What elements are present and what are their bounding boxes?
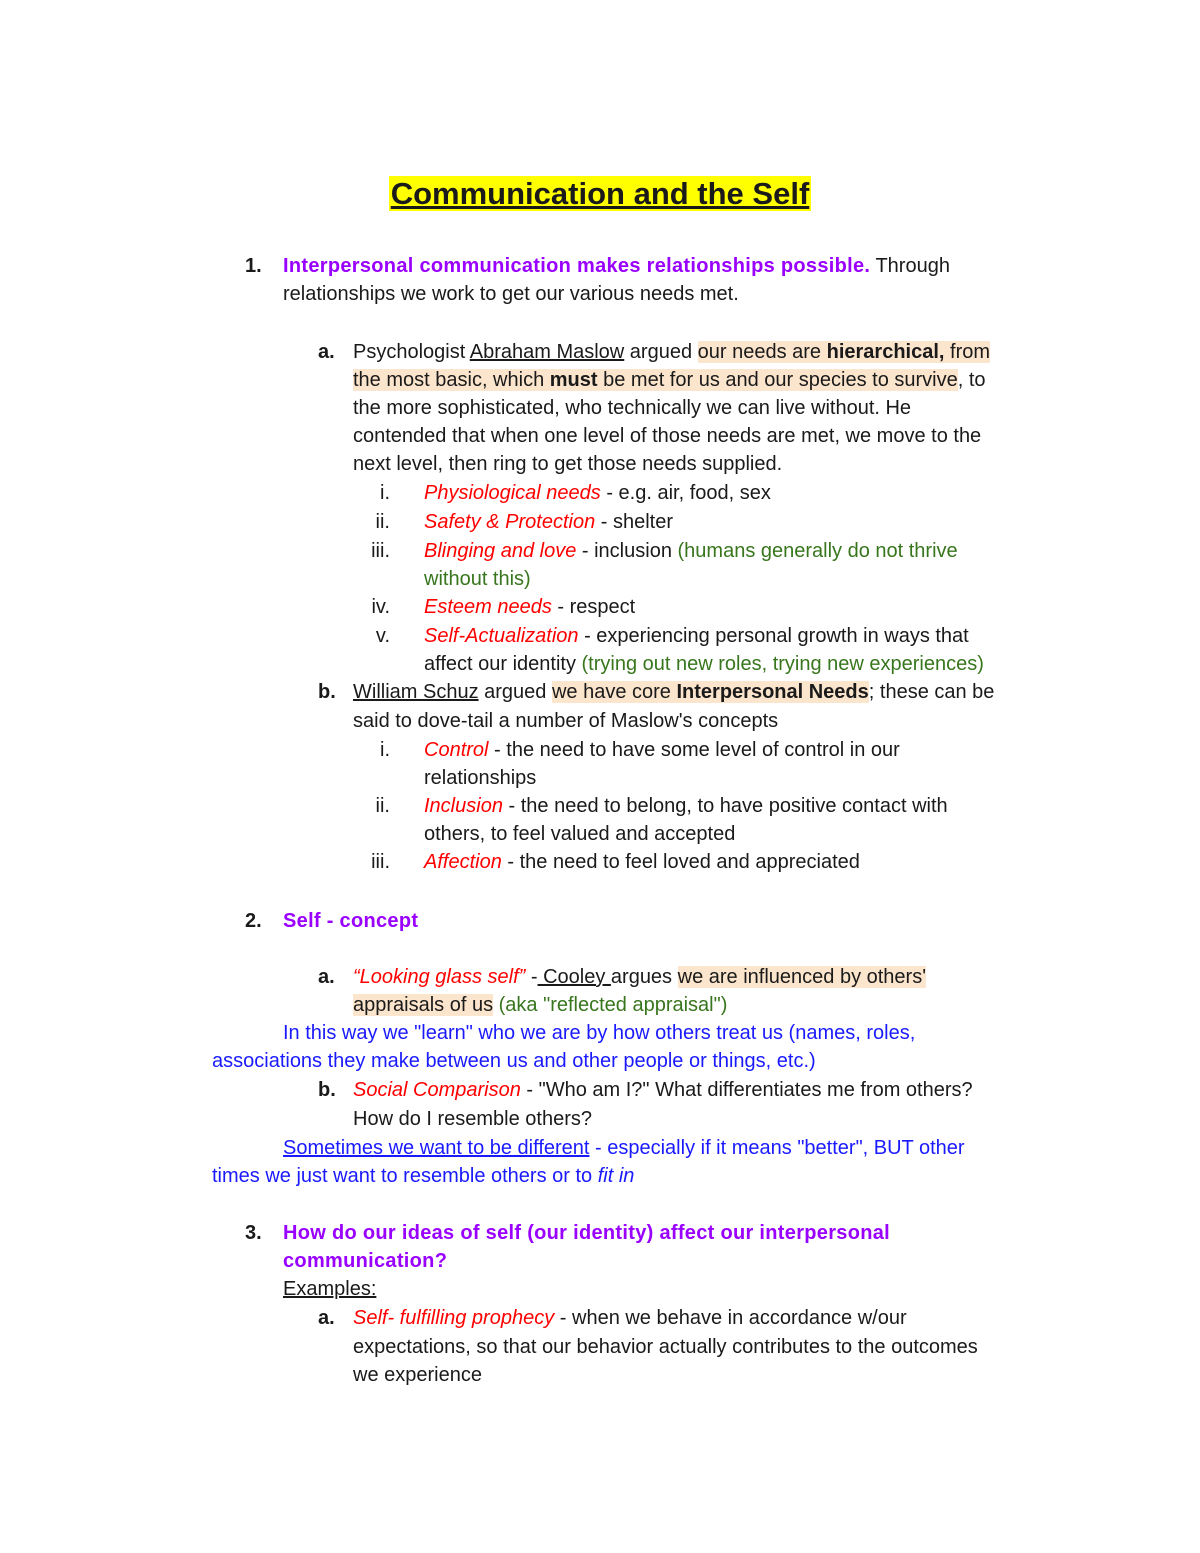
- text: our needs are: [697, 341, 827, 363]
- text: argued: [478, 681, 552, 703]
- need-term: Safety & Protection: [424, 511, 596, 533]
- need-item: [424, 848, 860, 876]
- section-1-text-cont: relationships we work to get our various needs met.: [283, 283, 739, 305]
- text: argues: [610, 966, 678, 988]
- need-item: [424, 792, 948, 820]
- roman-marker: i.: [380, 482, 390, 504]
- need-desc: - the need to have some level of control in our: [488, 739, 900, 761]
- text: - "Who am I?" What differentiates me from others?: [520, 1079, 973, 1101]
- text: the most basic, which: [353, 369, 550, 391]
- need-desc: - the need to belong, to have positive contact with: [502, 795, 948, 817]
- item-1a-line-1: [353, 338, 990, 366]
- need-term: Affection: [424, 851, 502, 873]
- concept-term: Social Comparison: [353, 1079, 521, 1101]
- need-item: [424, 508, 673, 536]
- need-term: Self-Actualization: [424, 625, 579, 647]
- text: -: [525, 966, 538, 988]
- roman-marker: ii.: [375, 795, 390, 817]
- examples-label: Examples:: [283, 1278, 377, 1300]
- text: , to: [957, 369, 986, 391]
- item-2b-line-1: [353, 1076, 973, 1104]
- item-1b-line-2: said to dove-tail a number of Maslow's concepts: [353, 710, 779, 732]
- text: Interpersonal Needs: [676, 681, 869, 703]
- need-desc: - shelter: [595, 511, 674, 533]
- page-title: [0, 172, 1200, 216]
- item-1a-line-2: [353, 366, 986, 394]
- need-desc: - experiencing personal growth in ways that: [578, 625, 969, 647]
- concept-term: Self- fulfilling prophecy: [353, 1307, 560, 1329]
- need-item: [424, 593, 635, 621]
- item-1b-marker: b.: [318, 681, 336, 703]
- concept-term: “Looking glass self”: [353, 966, 526, 988]
- highlight: [552, 681, 869, 703]
- blue-note-line-2: associations they make between us and other people or things, etc.): [212, 1050, 816, 1072]
- item-1a-line-3: the more sophisticated, who technically we can live without. He: [353, 397, 912, 419]
- highlight: [698, 341, 990, 363]
- section-2-heading: Self - concept: [283, 910, 419, 932]
- concept-note: (aka "reflected appraisal"): [493, 994, 728, 1016]
- highlight: [353, 369, 958, 391]
- need-item: [424, 537, 958, 565]
- need-item: [424, 622, 969, 650]
- cooley-name: Cooley: [537, 966, 611, 988]
- item-2a-line-2: [353, 991, 727, 1019]
- blue-note-line-4: [212, 1162, 634, 1190]
- item-2a-line-1: [353, 963, 926, 991]
- text: Sometimes we want to be different: [283, 1137, 590, 1159]
- blue-note-line-1: In this way we "learn" who we are by how others treat us (names, roles,: [283, 1022, 916, 1044]
- item-1a-marker: a.: [318, 341, 335, 363]
- text: hierarchical,: [826, 341, 945, 363]
- roman-marker: iii.: [371, 851, 390, 873]
- section-1-heading-line: [283, 252, 950, 280]
- schuz-name: William Schuz: [353, 681, 479, 703]
- item-3a-line-3: we experience: [353, 1364, 482, 1386]
- need-term: Control: [424, 739, 489, 761]
- section-2-number: 2.: [245, 910, 262, 932]
- blue-note-line-3: [283, 1134, 965, 1162]
- section-1-number: 1.: [245, 255, 262, 277]
- roman-marker: v.: [375, 625, 390, 647]
- text: be met for us and our species to survive: [597, 369, 958, 391]
- need-note: (trying out new roles, trying new experiences): [581, 653, 984, 675]
- section-3-heading-cont: communication?: [283, 1250, 448, 1272]
- need-desc: - e.g. air, food, sex: [600, 482, 771, 504]
- roman-marker: iii.: [371, 540, 390, 562]
- roman-marker: iv.: [371, 596, 390, 618]
- text: Psychologist: [353, 341, 470, 363]
- need-item-cont: relationships: [424, 767, 537, 789]
- maslow-name: Abraham Maslow: [469, 341, 625, 363]
- need-note-cont: without this): [424, 568, 531, 590]
- title-text: Communication and the Self: [390, 176, 810, 211]
- text: - when we behave in accordance w/our: [559, 1307, 907, 1329]
- section-1-heading: Interpersonal communication makes relationships possible.: [283, 255, 871, 277]
- item-3a-marker: a.: [318, 1307, 335, 1329]
- item-3a-line-1: [353, 1304, 907, 1332]
- text: we have core: [551, 681, 677, 703]
- section-3-heading: How do our ideas of self (our identity) affect our interpersonal: [283, 1222, 891, 1244]
- roman-marker: i.: [380, 739, 390, 761]
- need-item-cont: [424, 650, 984, 678]
- need-item: [424, 736, 900, 764]
- text: from: [944, 341, 991, 363]
- need-desc: - inclusion: [576, 540, 678, 562]
- item-2a-marker: a.: [318, 966, 335, 988]
- text: - especially if it means "better", BUT other: [589, 1137, 965, 1159]
- text: ; these can be: [868, 681, 995, 703]
- need-item: [424, 479, 771, 507]
- item-2b-marker: b.: [318, 1079, 336, 1101]
- text: times we just want to resemble others or to: [212, 1165, 598, 1187]
- item-1a-line-4: contended that when one level of those needs are met, we move to the: [353, 425, 982, 447]
- text: argued: [624, 341, 698, 363]
- item-1b-line-1: [353, 678, 994, 706]
- text: affect our identity: [424, 653, 582, 675]
- need-term: Physiological needs: [424, 482, 601, 504]
- item-1a-line-5: next level, then ring to get those needs supplied.: [353, 453, 783, 475]
- need-desc: - the need to feel loved and appreciated: [501, 851, 860, 873]
- roman-marker: ii.: [375, 511, 390, 533]
- need-desc: - respect: [551, 596, 636, 618]
- need-note: (humans generally do not thrive: [677, 540, 958, 562]
- item-2b-line-2: How do I resemble others?: [353, 1108, 593, 1130]
- section-3-number: 3.: [245, 1222, 262, 1244]
- need-term: Inclusion: [424, 795, 503, 817]
- need-item-cont: others, to feel valued and accepted: [424, 823, 736, 845]
- section-1-text: Through: [870, 255, 950, 277]
- need-term: Esteem needs: [424, 596, 552, 618]
- highlight: appraisals of us: [353, 994, 494, 1016]
- text: must: [549, 369, 598, 391]
- text: fit in: [597, 1165, 635, 1187]
- highlight: we are influenced by others': [677, 966, 927, 988]
- item-3a-line-2: expectations, so that our behavior actually contributes to the outcomes: [353, 1336, 978, 1358]
- need-term: Blinging and love: [424, 540, 577, 562]
